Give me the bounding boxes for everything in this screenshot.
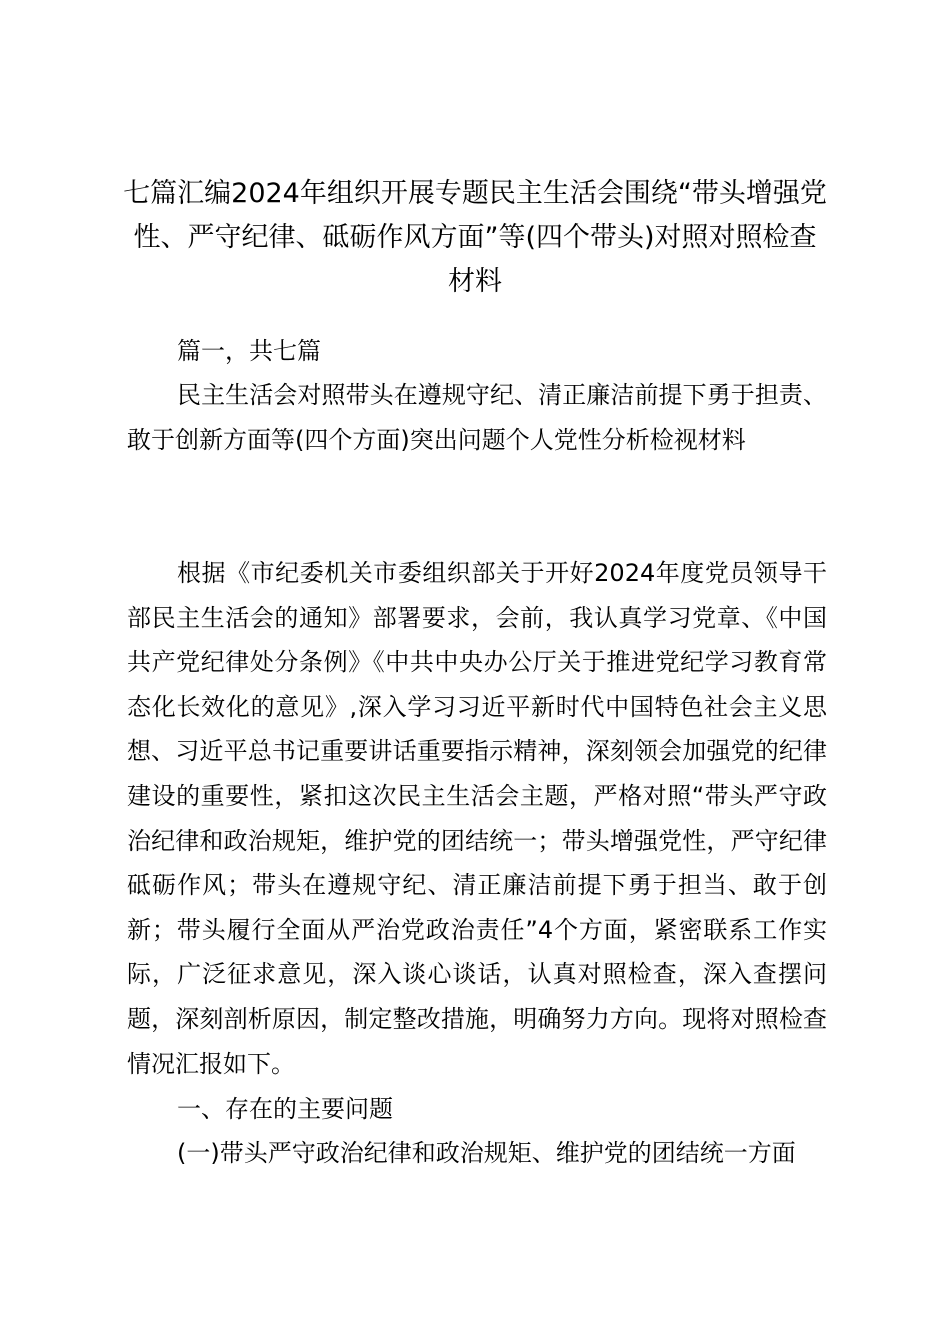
subsection-heading: (一)带头严守政治纪律和政治规矩、维护党的团结统一方面 — [177, 1139, 796, 1167]
article-heading: 民主生活会对照带头在遵规守纪、清正廉洁前提下勇于担责、敢于创新方面等(四个方面)突出问题个人党性分析检视材料 — [127, 381, 827, 454]
section-heading: 一、存在的主要问题 — [177, 1095, 393, 1123]
main-paragraph: 根据《市纪委机关市委组织部关于开好2024年度党员领导干部民主生活会的通知》部署要求，会前，我认真学习党章、《中国共产党纪律处分条例》《中共中央办公厅关于推进党纪学习教育常态化长效化的意见》,深入学习习近平新时代中国特色社会主义思想、习近平总书记重要讲话重要指示精神，深刻领会加强党的纪律建设的重要性，紧扣这次民主生活会主题，严格对照“带头严守政治纪律和政治规矩，维护党的团结统一；带头增强党性，严守纪律砥砺作风；带头在遵规守纪、清正廉洁前提下勇于担当、敢于创新；带头履行全面从严治党政治责任”4个方面，紧密联系工作实际，广泛征求意见，深入谈心谈话，认真对照检查，深入查摆问题，深刻剖析原因，制定整改措施，明确努力方向。现将对照检查情况汇报如下。 — [127, 559, 827, 1078]
document-subtitle: 篇一，共七篇 — [177, 337, 321, 365]
document-title: 七篇汇编2024年组织开展专题民主生活会围绕“带头增强党性、严守纪律、砥砺作风方面”等(四个带头)对照对照检查材料 — [123, 178, 827, 297]
